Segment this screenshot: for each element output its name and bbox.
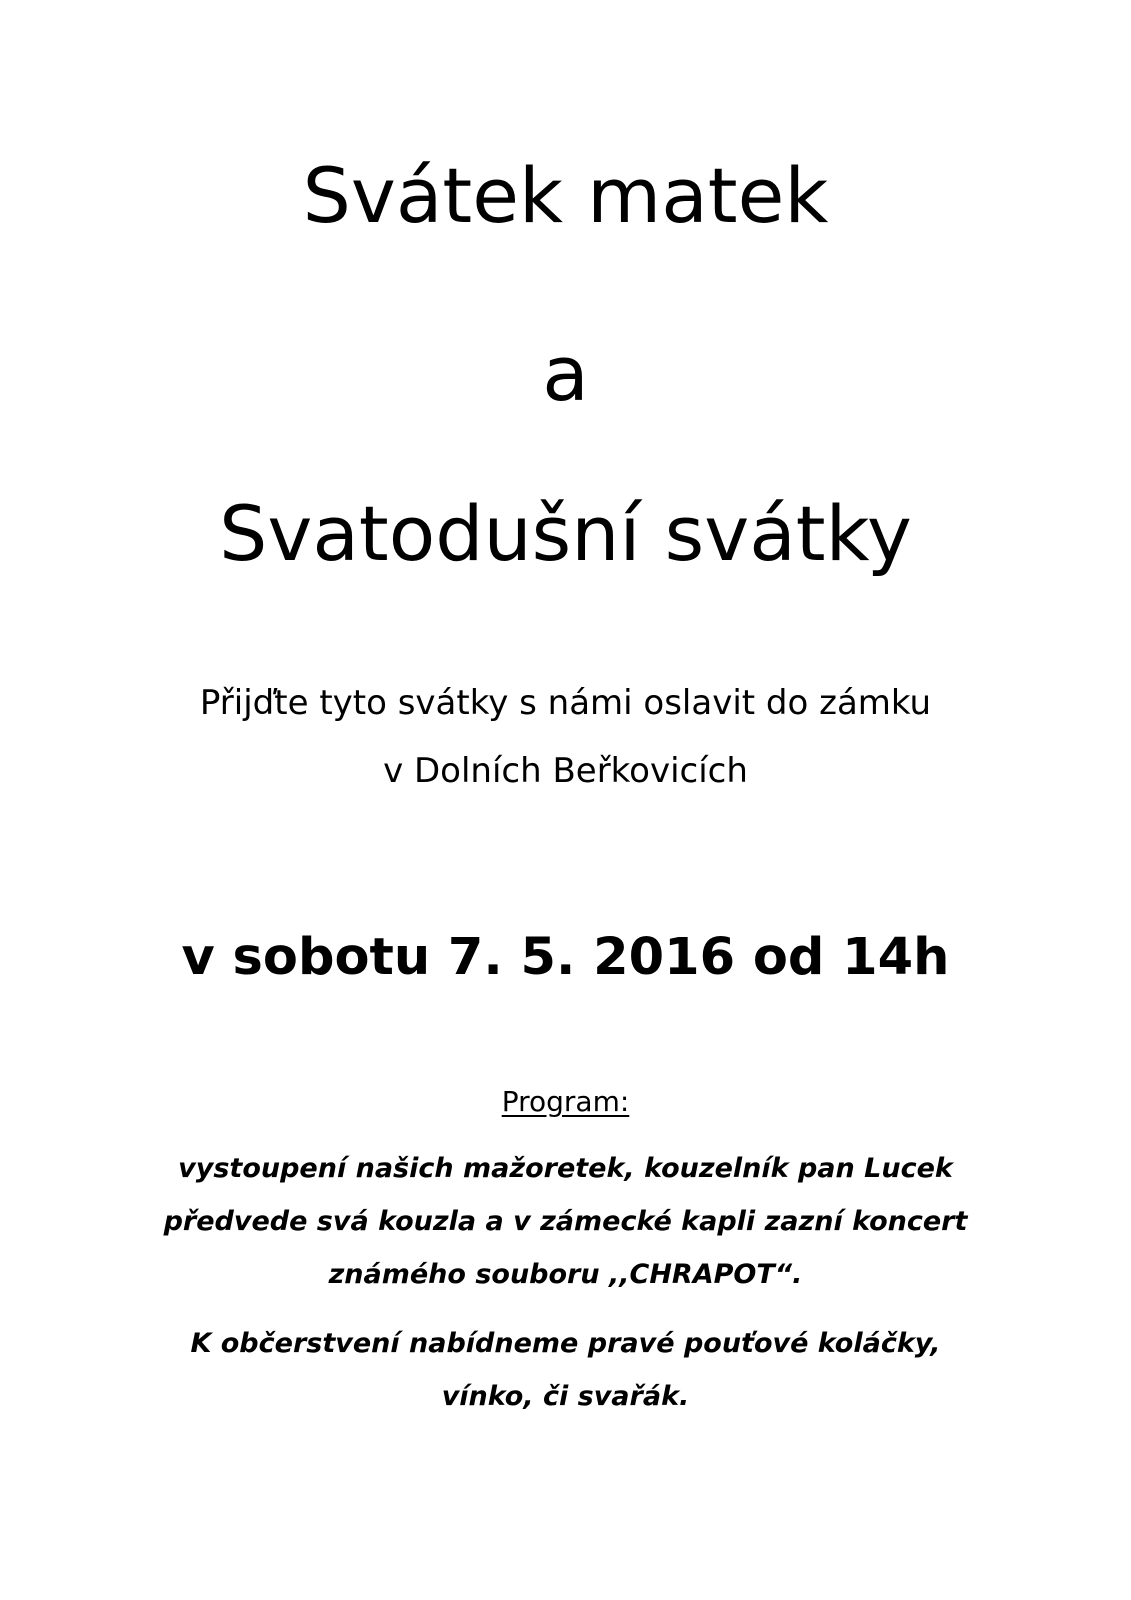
program-line-1: vystoupení našich mažoretek, kouzelník pan Lucek (178, 1153, 953, 1184)
refreshments-line-2: vínko, či svařák. (441, 1381, 690, 1412)
title-line-3: Svatodušní svátky (219, 489, 912, 578)
event-date: v sobotu 7. 5. 2016 od 14h (181, 928, 950, 987)
invitation-line-1: Přijďte tyto svátky s námi oslavit do zámku (199, 683, 932, 723)
invitation-line-2: v Dolních Beřkovicích (383, 751, 748, 791)
title-conjunction: a (542, 329, 589, 418)
title-line-1: Svátek matek (302, 151, 829, 240)
program-heading: Program: (501, 1085, 630, 1118)
program-line-2: předvede svá kouzla a v zámecké kapli zazní koncert (163, 1206, 968, 1237)
refreshments-line-1: K občerstvení nabídneme pravé pouťové koláčky, (190, 1328, 941, 1359)
program-line-3: známého souboru ,,CHRAPOT“. (328, 1259, 803, 1290)
